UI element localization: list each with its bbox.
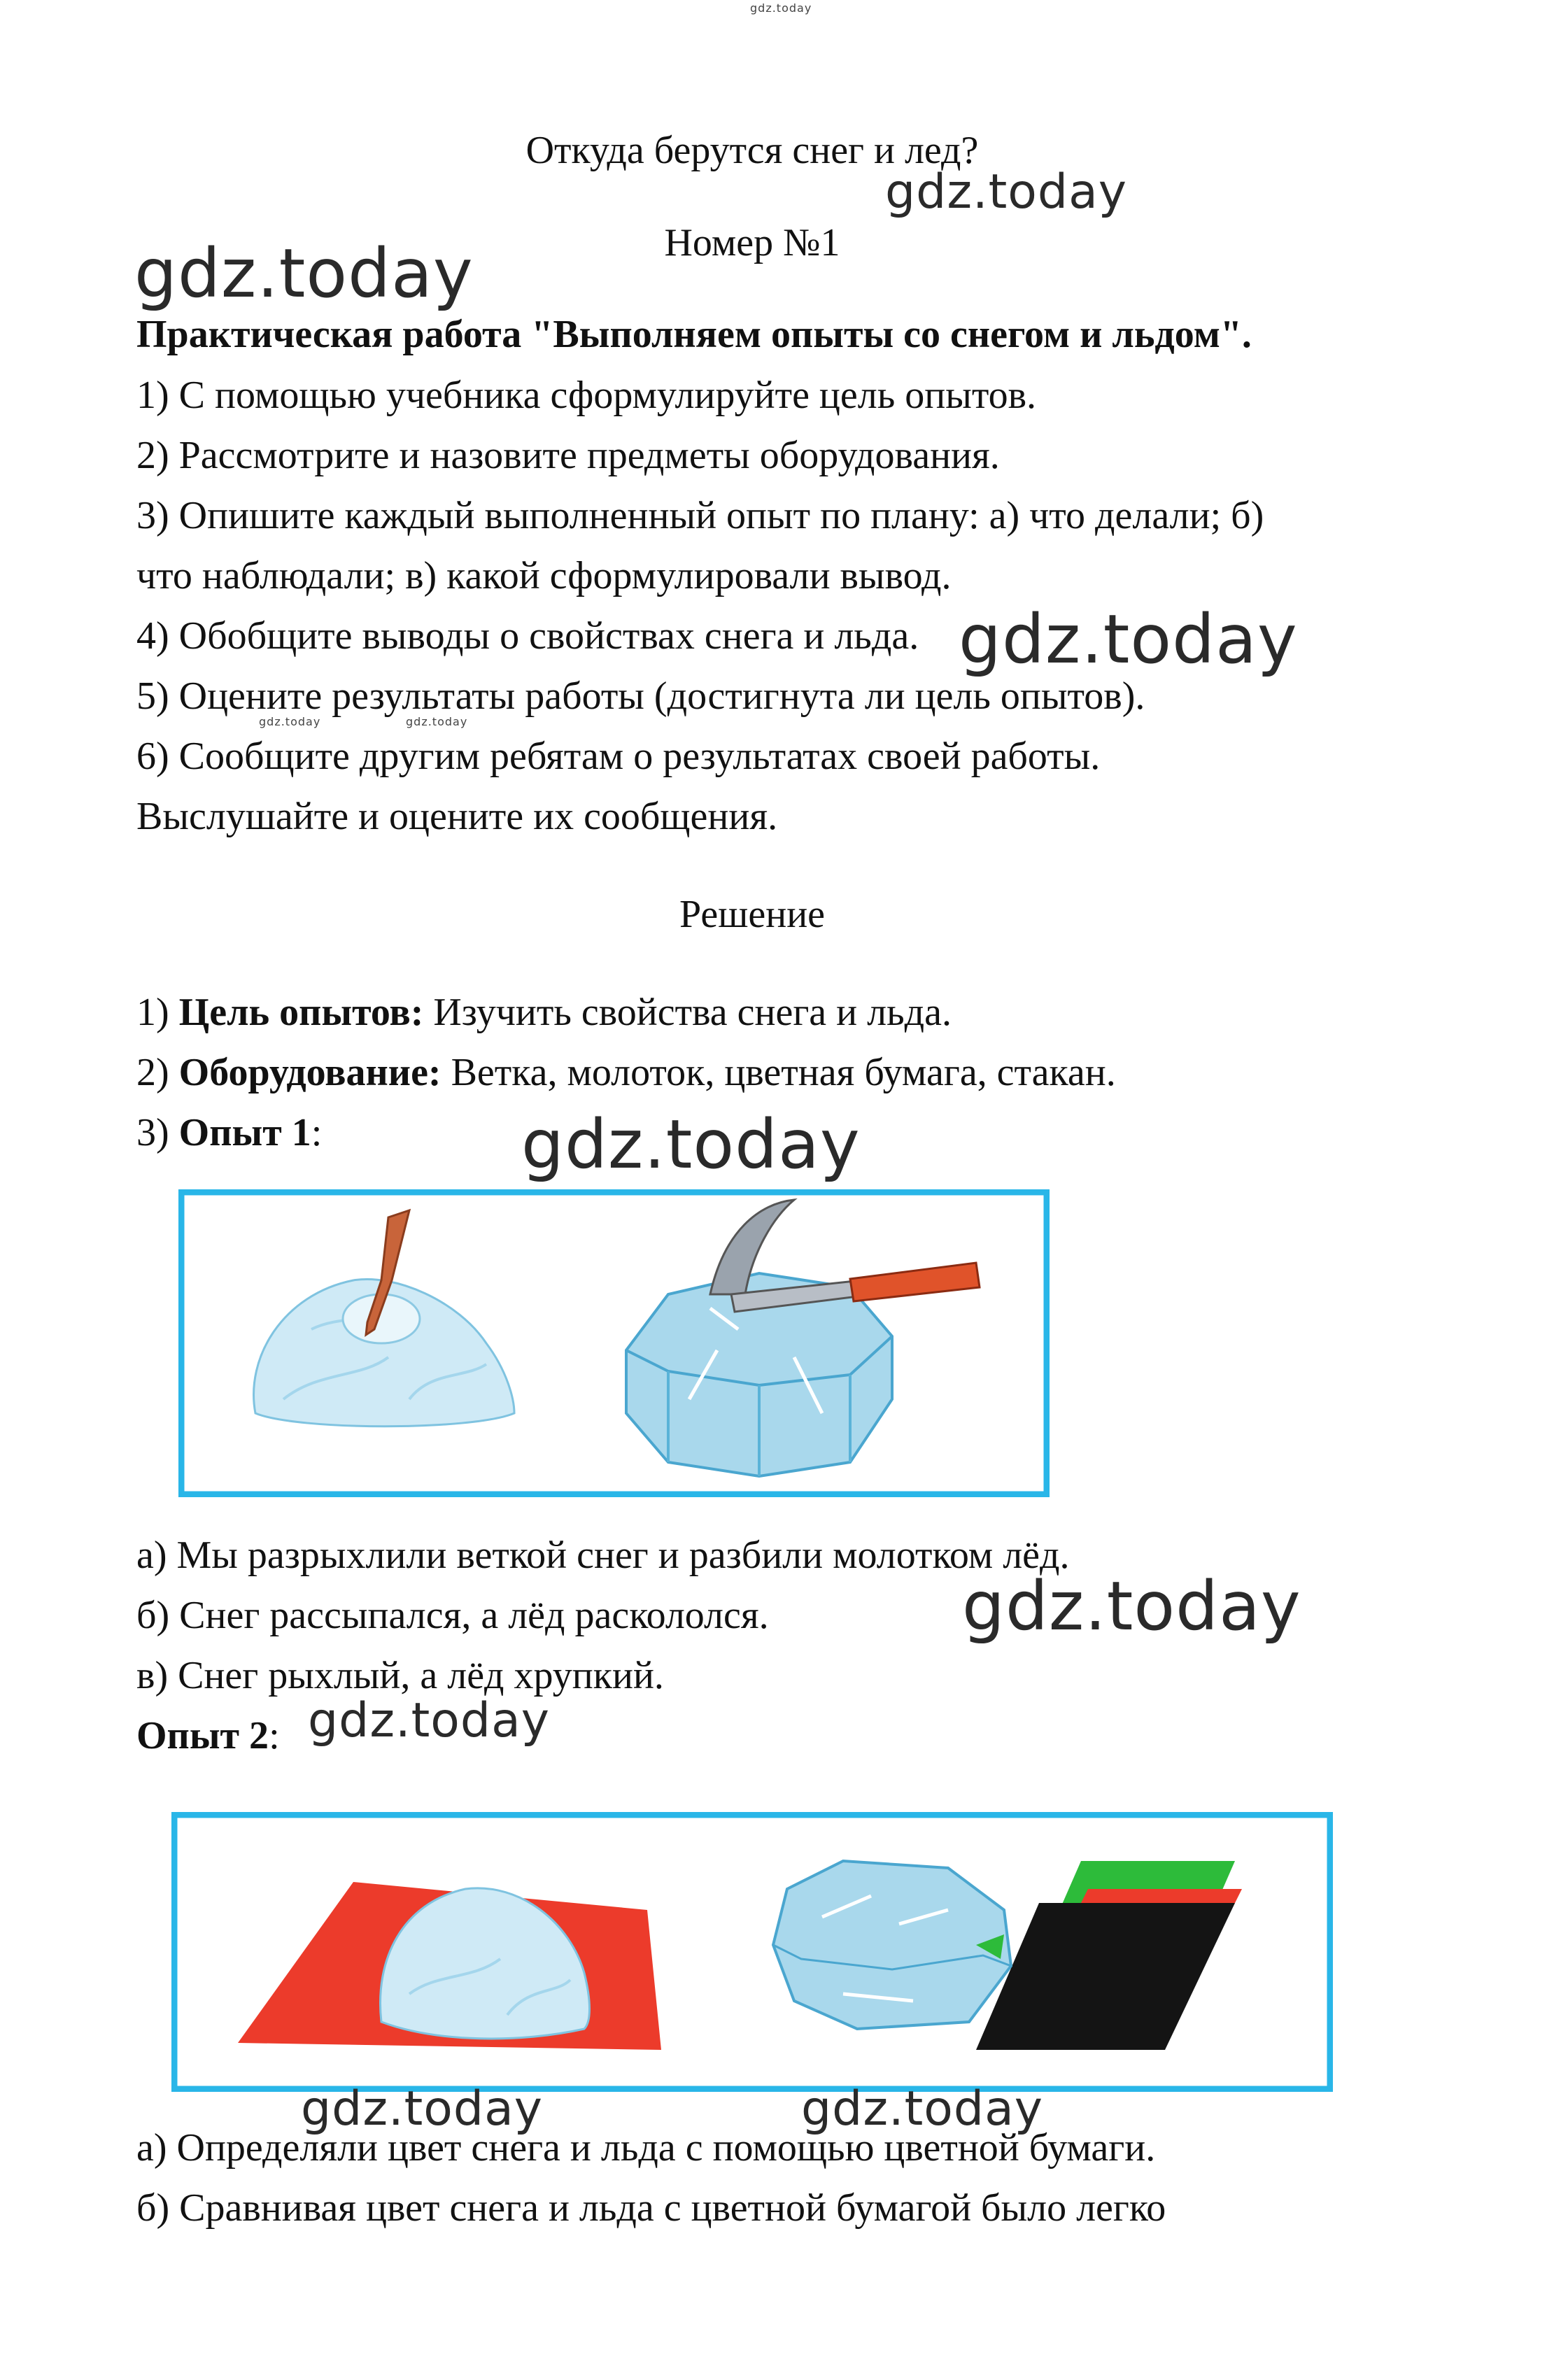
experiment-2-line: б) Сравнивая цвет снега и льда с цветной бумагой было легко <box>136 2186 1166 2230</box>
watermark: gdz.today <box>959 600 1298 679</box>
experiment-1-illustration <box>178 1189 1050 1497</box>
equipment-label: Оборудование: <box>178 1051 442 1094</box>
task-item: 4) Обобщите выводы о свойствах снега и льда. <box>136 614 919 658</box>
watermark: gdz.today <box>750 1 812 15</box>
watermark: gdz.today <box>521 1105 861 1184</box>
task-item: 6) Сообщите другим ребятам о результатах своей работы. <box>136 735 1101 778</box>
experiment-1-line: в) Снег рыхлый, а лёд хрупкий. <box>136 1654 664 1697</box>
task-heading: Практическая работа "Выполняем опыты со снегом и льдом". <box>136 313 1252 356</box>
watermark: gdz.today <box>301 2081 543 2137</box>
watermark: gdz.today <box>134 234 474 313</box>
task-number: Номер №1 <box>664 221 840 264</box>
watermark: gdz.today <box>406 715 468 728</box>
solution-heading: Решение <box>679 893 826 936</box>
solution-goal: 1) Цель опытов: Изучить свойства снега и льда. <box>136 991 952 1034</box>
watermark: gdz.today <box>259 715 321 728</box>
experiment-1-line: б) Снег рассыпался, а лёд раскололся. <box>136 1594 769 1637</box>
task-item: 3) Опишите каждый выполненный опыт по плану: а) что делали; б) <box>136 494 1264 537</box>
watermark: gdz.today <box>801 2081 1043 2137</box>
experiment-1-label: 3) Опыт 1: <box>136 1111 323 1154</box>
watermark: gdz.today <box>962 1567 1301 1645</box>
goal-label: Цель опытов: <box>178 991 424 1034</box>
watermark: gdz.today <box>308 1693 550 1748</box>
task-item: 2) Рассмотрите и назовите предметы оборудования. <box>136 434 1000 477</box>
experiment-2-illustration <box>171 1812 1333 2092</box>
task-item: 5) Оцените результаты работы (достигнута ли цель опытов). <box>136 674 1145 718</box>
experiment-2-line: а) Определяли цвет снега и льда с помощью цветной бумаги. <box>136 2126 1156 2170</box>
page-title: Откуда берутся снег и лед? <box>525 129 979 172</box>
task-item: Выслушайте и оцените их сообщения. <box>136 795 778 838</box>
experiment-2-label: Опыт 2: <box>136 1714 280 1757</box>
task-item: что наблюдали; в) какой сформулировали вывод. <box>136 554 952 597</box>
experiment-1-line: а) Мы разрыхлили веткой снег и разбили молотком лёд. <box>136 1534 1070 1577</box>
watermark: gdz.today <box>885 164 1127 220</box>
solution-equipment: 2) Оборудование: Ветка, молоток, цветная бумага, стакан. <box>136 1051 1116 1094</box>
task-item: 1) С помощью учебника сформулируйте цель опытов. <box>136 374 1037 417</box>
